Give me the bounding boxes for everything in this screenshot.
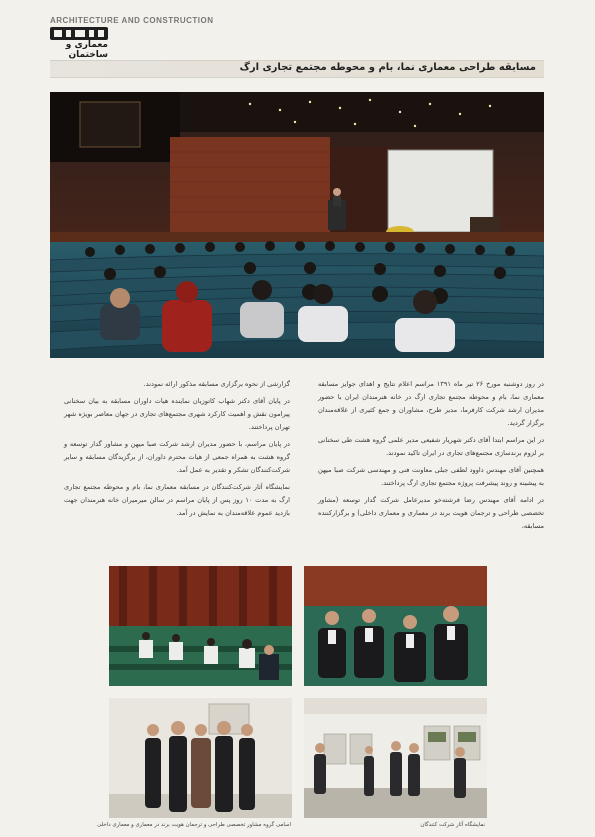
caption-team: اسامی گروه مشاور تخصصی طراحی و ترجمان هویت برند در معماری و معماری داخلی	[97, 822, 291, 828]
hall-audience-illustration	[109, 566, 292, 686]
paragraph: گزارشی از نحوه برگزاری مسابقه مذکور ارائه نمودند.	[143, 380, 290, 388]
title-band	[50, 60, 544, 78]
section-label: ARCHITECTURE AND CONSTRUCTION	[50, 16, 214, 25]
caption-exhibition: نمایشگاه آثار شرکت کنندگان	[420, 822, 485, 828]
consultant-team-photo	[109, 698, 292, 818]
logo-text: معماری و ساختمان	[65, 40, 108, 60]
paragraph: همچنین آقای مهندس داوود لطفی جبلی معاونت فنی و مهندسی شرکت صبا میهن به پیشینه و روند پیشرفت پروژه مجتمع تجاری ارگ پرداختند.	[318, 466, 544, 487]
article-title: مسابقه طراحی معماری نما، بام و محوطه مجتمع تجاری ارگ	[239, 62, 536, 73]
exhibition-photo	[304, 698, 487, 818]
auditorium-photo	[50, 92, 544, 358]
paragraph: در پایان آقای دکتر شهاب کاتوزیان نماینده هیات داوران مسابقه به بیان سخنانی پیرامون نقش و اهمیت کارکرد شهری مجتمع‌های تجاری در جهان معاصر بویژه شهر تهران پرداختند.	[64, 397, 290, 431]
article-column-left	[64, 378, 290, 524]
officials-illustration	[304, 566, 487, 686]
magazine-logo	[50, 26, 108, 60]
paragraph: در ادامه آقای مهندس رضا فرشته‌خو مدیرعامل شرکت گدار توسعه (مشاور تخصصی طراحی و ترجمان هویت برند در معماری و معماری داخلی) و برگزارکننده مسابقه،	[318, 496, 544, 530]
team-illustration	[109, 698, 292, 818]
paragraph: در روز دوشنبه مورخ ۲۶ تیر ماه ۱۳۹۱ مراسم اعلام نتایج و اهدای جوایز مسابقه معماری نما، بام و محوطه مجتمع تجاری ارگ در خانه هنرمندان ایران با حضور مدیران ارشد شرکت کارفرما، مدیر طرح، مشاوران و جمع کثیری از علاقه‌مندان برگزار گردید.	[318, 380, 544, 427]
paragraph: در پایان مراسم، با حضور مدیران ارشد شرکت صبا میهن و مشاور گدار توسعه و گروه هشت به همراه جمعی از هیات محترم داوران، از برگزیدگان مسابقه و سایر شرکت‌کنندگان تشکر و تقدیر به عمل آمد.	[64, 440, 290, 474]
paragraph: نمایشگاه آثار شرکت‌کنندگان در مسابقه معماری نما، بام و محوطه مجتمع تجاری ارگ به مدت ۱۰ روز پس از پایان مراسم در سالن میرمیران خانه هنرمندان جهت بازدید عموم علاقه‌مندان به نمایش در آمد.	[64, 483, 290, 517]
exhibition-illustration	[304, 698, 487, 818]
officials-front-row-photo	[304, 566, 487, 686]
article-column-right	[318, 378, 544, 537]
paragraph: در این مراسم ابتدا آقای دکتر شهریار شفیعی مدیر علمی گروه هشت طی سخنانی بر لزوم برندسازی مجتمع‌های تجاری در ایران تاکید نمودند.	[318, 436, 544, 457]
auditorium-illustration	[50, 92, 544, 358]
hall-audience-photo	[109, 566, 292, 686]
